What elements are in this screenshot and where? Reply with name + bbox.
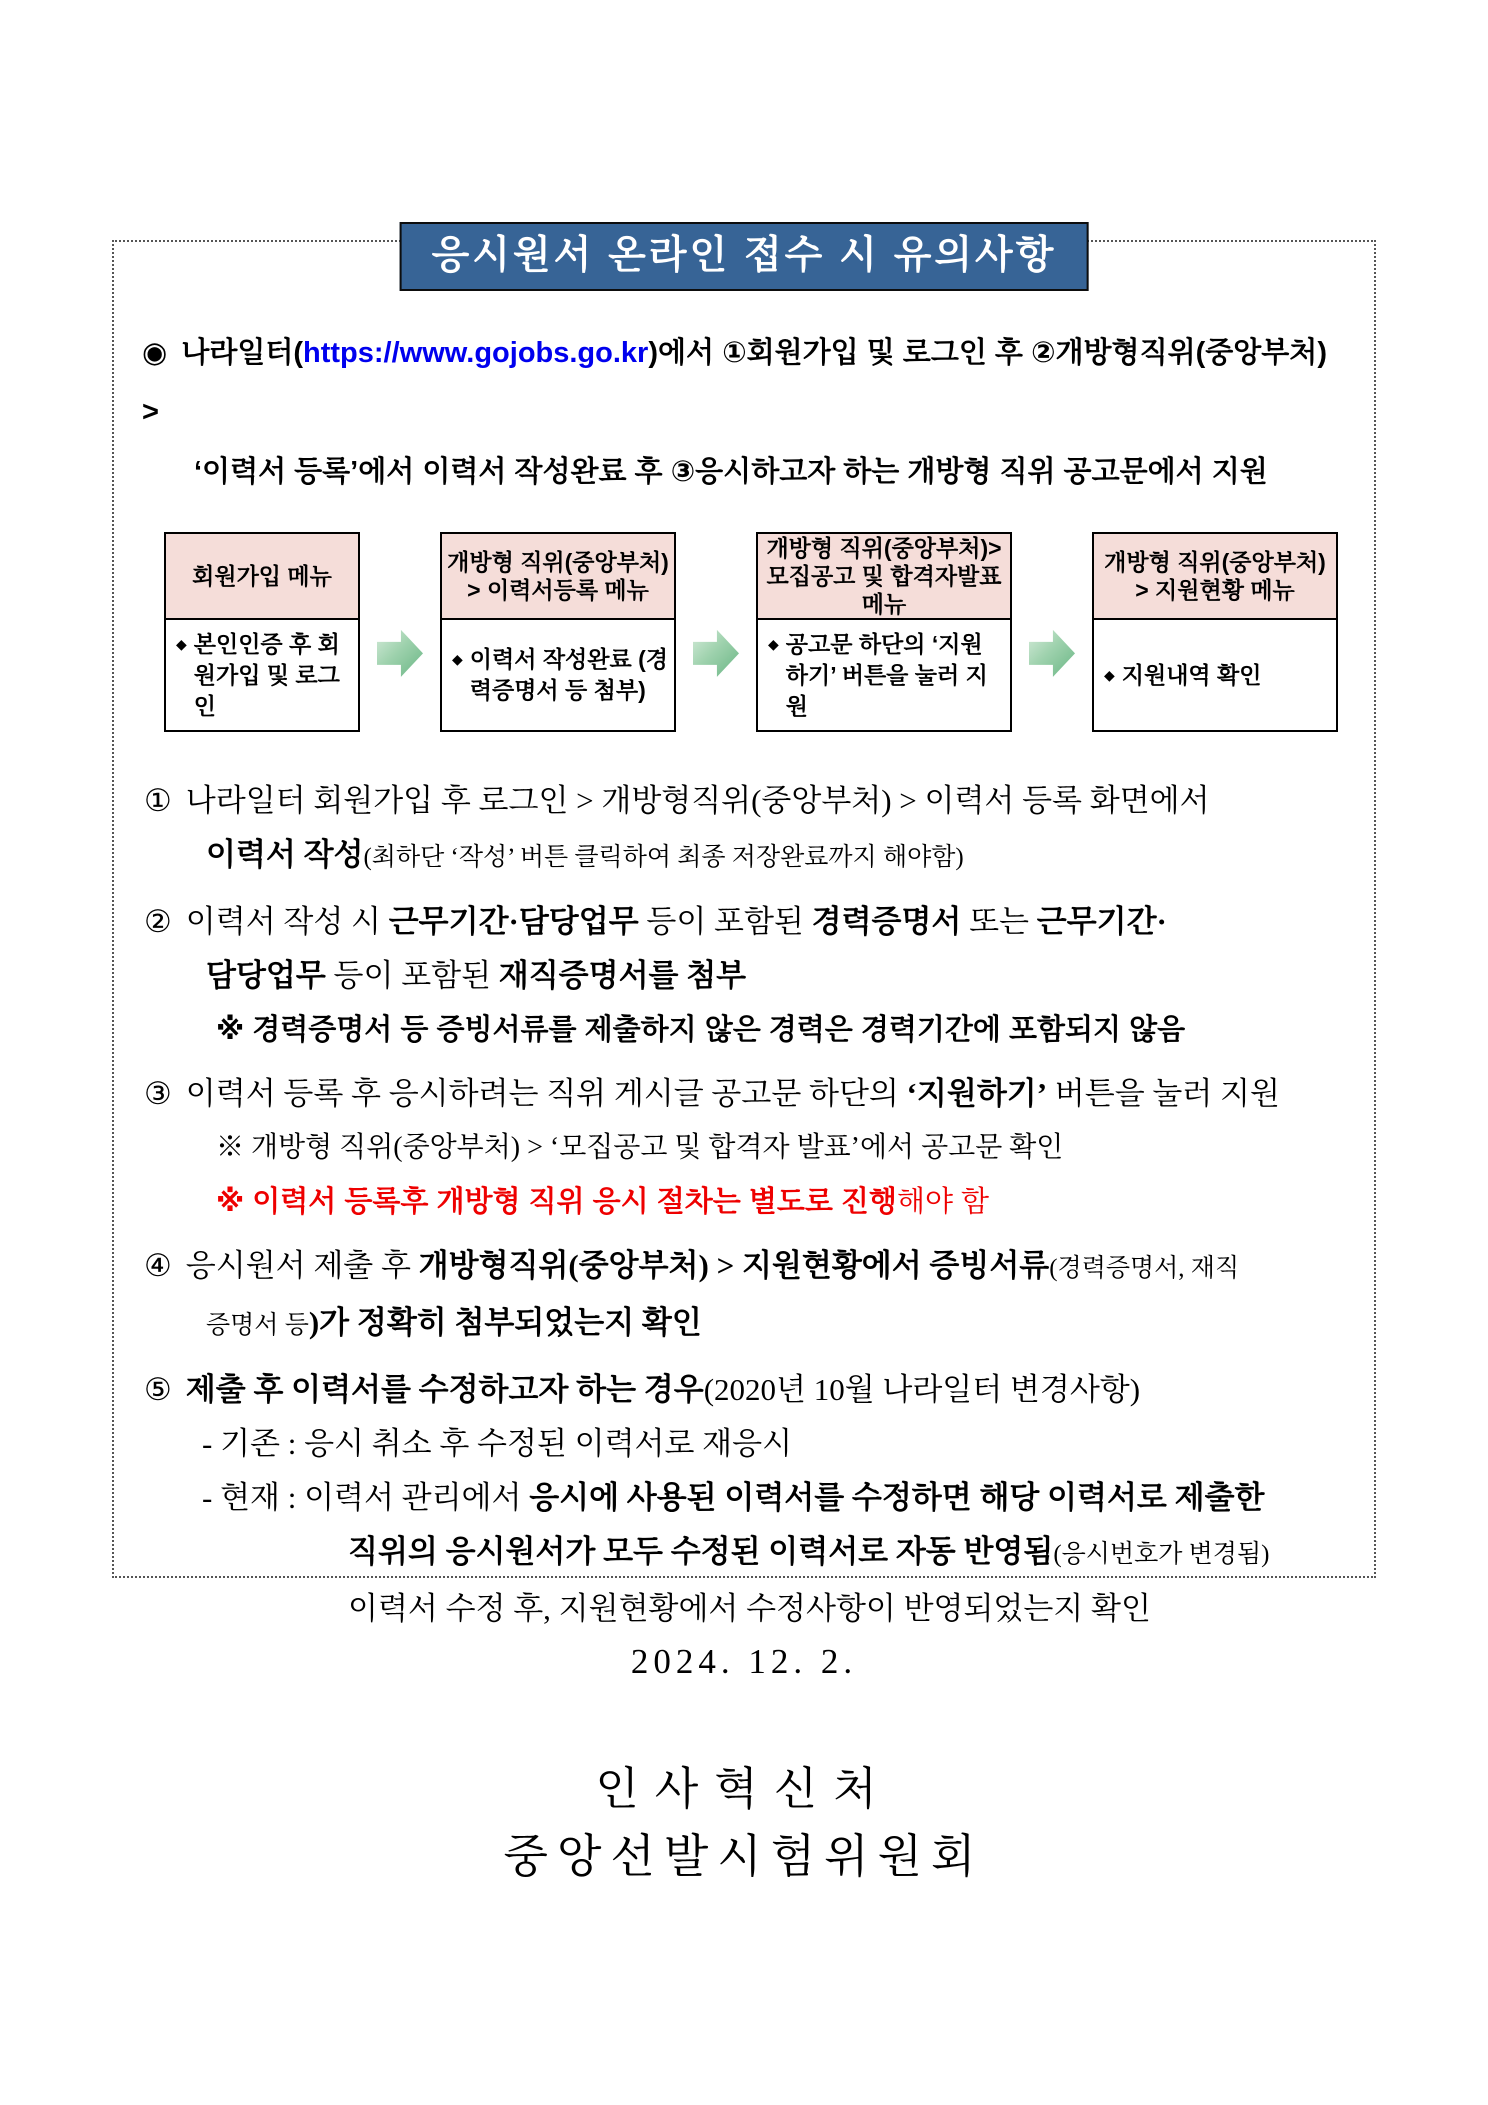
item-text: 버튼을 눌러 지원 — [1047, 1076, 1280, 1112]
diamond-bullet-icon: ◆ — [768, 635, 779, 652]
intro-text-post-url: )에서 ①회원가입 및 로그인 후 ②개방형직위(중앙부처) > — [142, 337, 1327, 429]
list-item-4 — [144, 1239, 1350, 1353]
diamond-bullet-icon: ◆ — [1104, 666, 1115, 683]
flow-step-header: 개방형 직위(중앙부처)> 모집공고 및 합격자발표 메뉴 — [758, 534, 1010, 620]
intro-line-2: ‘이력서 등록’에서 이력서 작성완료 후 ③응시하고자 하는 개방형 직위 공고문에서 지원 — [194, 455, 1268, 488]
item-text-bold: 재직증명서를 첨부 — [498, 958, 747, 994]
item-text: 이력서 작성 시 — [185, 904, 389, 940]
flow-step-text: 본인인증 후 회원가입 및 로그인 — [193, 630, 340, 719]
item-text-bold: 근무기간·담당업무 — [388, 904, 639, 940]
item-subline — [144, 1525, 1350, 1582]
intro-line-1 — [142, 324, 1348, 443]
org-name-mpm: 인사혁신처 — [595, 1764, 893, 1814]
application-flowchart — [164, 532, 1338, 732]
item-text-bold: ‘지원하기’ — [906, 1076, 1048, 1112]
item-text-bold: 이력서 작성 — [206, 837, 364, 873]
item-note: ※ 개방형 직위(중앙부처) > ‘모집공고 및 합격자 발표’에서 공고문 확인 — [216, 1132, 1064, 1164]
item-subline — [144, 1471, 1350, 1525]
item-line — [144, 1239, 1350, 1296]
flow-step-text: 공고문 하단의 ‘지원하기’ 버튼을 눌러 지원 — [785, 630, 988, 719]
flow-step-header: 개방형 직위(중앙부처) > 이력서등록 메뉴 — [442, 534, 674, 620]
instruction-list — [144, 774, 1350, 1636]
item-text: 등이 포함된 — [325, 958, 499, 994]
flow-step-apply — [756, 532, 1012, 732]
right-arrow-icon — [1029, 628, 1075, 678]
flow-step-status — [1092, 532, 1338, 732]
intro-paragraph — [142, 324, 1348, 502]
list-item-2 — [144, 895, 1350, 1057]
item-text-small: (최하단 ‘작성’ 버튼 클릭하여 최종 저장완료까지 해야함) — [363, 844, 964, 872]
item-text: 등이 포함된 — [638, 904, 812, 940]
item-text: 나라일터 회원가입 후 로그인 > 개방형직위(중앙부처) > 이력서 등록 화면에서 — [185, 783, 1210, 819]
diamond-bullet-icon: ◆ — [452, 651, 463, 668]
flow-step-header: 회원가입 메뉴 — [166, 534, 358, 620]
item-note-warning — [144, 1175, 1350, 1229]
right-arrow-icon — [693, 628, 739, 678]
document-date: 2024. 12. 2. — [630, 1642, 858, 1681]
item-text-small: (응시번호가 변경됨) — [1053, 1541, 1270, 1569]
item-number: ② — [144, 904, 172, 940]
org-name-committee: 중앙선발시험위원회 — [503, 1831, 985, 1882]
gojobs-link[interactable]: https://www.gojobs.go.kr — [303, 337, 649, 369]
flow-step-body — [1094, 620, 1336, 730]
item-text-bold: 담당업무 — [206, 958, 326, 994]
item-number: ① — [144, 783, 172, 819]
item-subline: - 기존 : 응시 취소 후 수정된 이력서로 재응시 — [202, 1426, 793, 1462]
item-text: (2020년 10월 나라일터 변경사항) — [703, 1372, 1141, 1408]
item-text-small: (경력증명서, 재직 — [1049, 1255, 1240, 1283]
flow-step-text: 지원내역 확인 — [1121, 661, 1262, 688]
item-number: ④ — [144, 1248, 172, 1284]
flow-step-text: 이력서 작성완료 (경력증명서 등 첨부) — [469, 646, 668, 704]
item-line — [144, 828, 1350, 885]
list-item-3 — [144, 1067, 1350, 1229]
item-text: - 현재 : 이력서 관리에서 — [202, 1480, 530, 1516]
target-bullet-icon: ◉ — [142, 337, 168, 369]
item-subline: 이력서 수정 후, 지원현황에서 수정사항이 반영되었는지 확인 — [348, 1591, 1151, 1627]
item-text-bold: 제출 후 이력서를 수정하고자 하는 경우 — [185, 1372, 704, 1408]
item-number: ⑤ — [144, 1372, 172, 1408]
flow-step-body — [442, 620, 674, 730]
item-line — [144, 1296, 1350, 1353]
flow-step-signup — [164, 532, 360, 732]
item-text-bold: 응시에 사용된 이력서를 수정하면 해당 이력서로 제출한 — [529, 1480, 1265, 1516]
item-text-bold: )가 정확히 첨부되었는지 확인 — [308, 1305, 702, 1341]
diamond-bullet-icon: ◆ — [176, 635, 187, 652]
warning-text-bold: ※ 이력서 등록후 개방형 직위 응시 절차는 별도로 진행 — [216, 1186, 897, 1219]
page-title: 응시원서 온라인 접수 시 유의사항 — [400, 222, 1089, 291]
item-line — [144, 949, 1350, 1003]
flow-step-body — [758, 620, 1010, 730]
right-arrow-icon — [377, 628, 423, 678]
item-note: ※ 경력증명서 등 증빙서류를 제출하지 않은 경력은 경력기간에 포함되지 않음 — [216, 1014, 1186, 1047]
flow-step-resume-register — [440, 532, 676, 732]
item-text-bold: 개방형직위(중앙부처) > 지원현황에서 증빙서류 — [418, 1248, 1050, 1284]
item-number: ③ — [144, 1076, 172, 1112]
item-line — [144, 895, 1350, 949]
item-text-small: 증명서 등 — [206, 1312, 309, 1340]
item-text: 또는 — [961, 904, 1037, 940]
item-text-bold: 근무기간· — [1036, 904, 1167, 940]
intro-text-pre-url: 나라일터( — [181, 337, 304, 369]
item-text-bold: 직위의 응시원서가 모두 수정된 이력서로 자동 반영됨 — [348, 1534, 1054, 1570]
list-item-1 — [144, 774, 1350, 885]
item-text: 응시원서 제출 후 — [185, 1248, 419, 1284]
item-line — [144, 774, 1350, 828]
item-line — [144, 1067, 1350, 1121]
warning-text: 해야 함 — [896, 1186, 990, 1219]
item-text: 이력서 등록 후 응시하려는 직위 게시글 공고문 하단의 — [185, 1076, 907, 1112]
flow-step-header: 개방형 직위(중앙부처) > 지원현황 메뉴 — [1094, 534, 1336, 620]
notice-box — [112, 234, 1376, 1627]
item-line — [144, 1363, 1350, 1417]
flow-step-body — [166, 620, 358, 730]
list-item-5 — [144, 1363, 1350, 1636]
item-text-bold: 경력증명서 — [811, 904, 962, 940]
